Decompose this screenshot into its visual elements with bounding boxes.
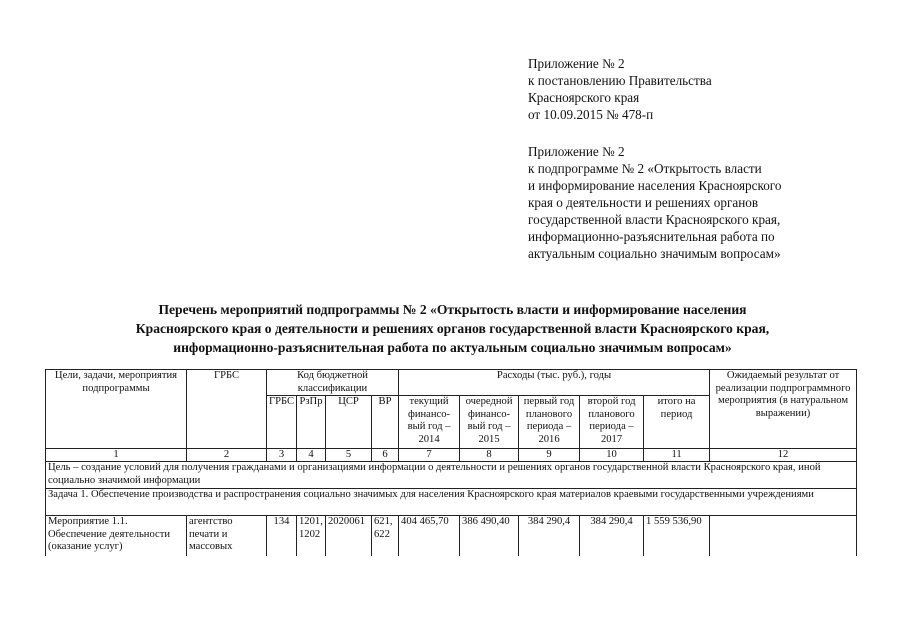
goal-row: Цель – создание условий для получения гражданами и организациями информации о деятельности и решениях органов государственной власти Красноярского края, иной социально значимой информации (46, 462, 857, 489)
header-rzpr: РзПр (297, 396, 326, 449)
appendix-1-block (528, 55, 712, 123)
activities-table (45, 369, 857, 556)
header-year-2017: второй год планового периода – 2017 (580, 396, 644, 449)
header-expenses: Расходы (тыс. руб.), годы (399, 370, 710, 396)
col-number: 4 (297, 449, 326, 462)
col-number: 11 (644, 449, 710, 462)
appendix-2-line: к подпрограмме № 2 «Открытость власти (528, 161, 762, 176)
col-number: 7 (399, 449, 460, 462)
document-title (40, 300, 865, 357)
appendix-1-line: к постановлению Правительства (528, 73, 712, 88)
appendix-2-block (528, 143, 781, 262)
activity-2017: 384 290,4 (580, 516, 644, 556)
activity-vr: 621, 622 (372, 516, 399, 556)
col-number: 3 (267, 449, 297, 462)
col-number: 9 (519, 449, 580, 462)
header-budget-code: Код бюджетной классификации (267, 370, 399, 396)
col-number: 6 (372, 449, 399, 462)
activity-csr: 2020061 (326, 516, 372, 556)
appendix-2-line: края о деятельности и решениях органов (528, 195, 759, 210)
col-number: 1 (46, 449, 187, 462)
header-result: Ожидаемый результат от реализации подпрограммного мероприятия (в натуральном выражении) (710, 370, 857, 449)
col-number: 2 (187, 449, 267, 462)
appendix-2-line: информационно-разъяснительная работа по (528, 229, 775, 244)
title-line: Перечень мероприятий подпрограммы № 2 «Открытость власти и информирование населения (158, 302, 747, 317)
header-vr: ВР (372, 396, 399, 449)
col-number: 12 (710, 449, 857, 462)
appendix-1-line: Красноярского края (528, 90, 640, 105)
header-goals: Цели, задачи, мероприятия подпрограммы (46, 370, 187, 449)
header-csr: ЦСР (326, 396, 372, 449)
appendix-2-line: актуальным социально значимым вопросам» (528, 246, 781, 261)
activity-grbs-name: агентство печати и массовых (187, 516, 267, 556)
activity-2015: 386 490,40 (460, 516, 519, 556)
col-number: 8 (460, 449, 519, 462)
col-number: 5 (326, 449, 372, 462)
appendix-2-line: государственной власти Красноярского края, (528, 212, 781, 227)
header-grbs: ГРБС (187, 370, 267, 449)
activity-result (710, 516, 857, 556)
appendix-1-line: от 10.09.2015 № 478-п (528, 107, 654, 122)
header-year-2016: первый год планового периода – 2016 (519, 396, 580, 449)
col-number: 10 (580, 449, 644, 462)
header-grbs-sub: ГРБС (267, 396, 297, 449)
title-line: информационно-разъяснительная работа по актуальным социально значимым вопросам» (173, 340, 732, 355)
header-total: итого на период (644, 396, 710, 449)
activity-rzpr: 1201, 1202 (297, 516, 326, 556)
appendix-2-line: Приложение № 2 (528, 144, 625, 159)
header-year-2014: текущий финансо-вый год – 2014 (399, 396, 460, 449)
header-year-2015: очередной финансо-вый год – 2015 (460, 396, 519, 449)
task-row: Задача 1. Обеспечение производства и распространения социально значимых для населения Красноярского края материалов краевыми государственными учреждениями (46, 489, 857, 516)
activity-2016: 384 290,4 (519, 516, 580, 556)
activity-total: 1 559 536,90 (644, 516, 710, 556)
activity-name: Мероприятие 1.1. Обеспечение деятельности (оказание услуг) (46, 516, 187, 556)
activity-grbs: 134 (267, 516, 297, 556)
appendix-1-line: Приложение № 2 (528, 56, 625, 71)
title-line: Красноярского края о деятельности и решениях органов государственной власти Красноярского края, (135, 321, 770, 336)
activity-2014: 404 465,70 (399, 516, 460, 556)
appendix-2-line: и информирование населения Красноярского (528, 178, 782, 193)
